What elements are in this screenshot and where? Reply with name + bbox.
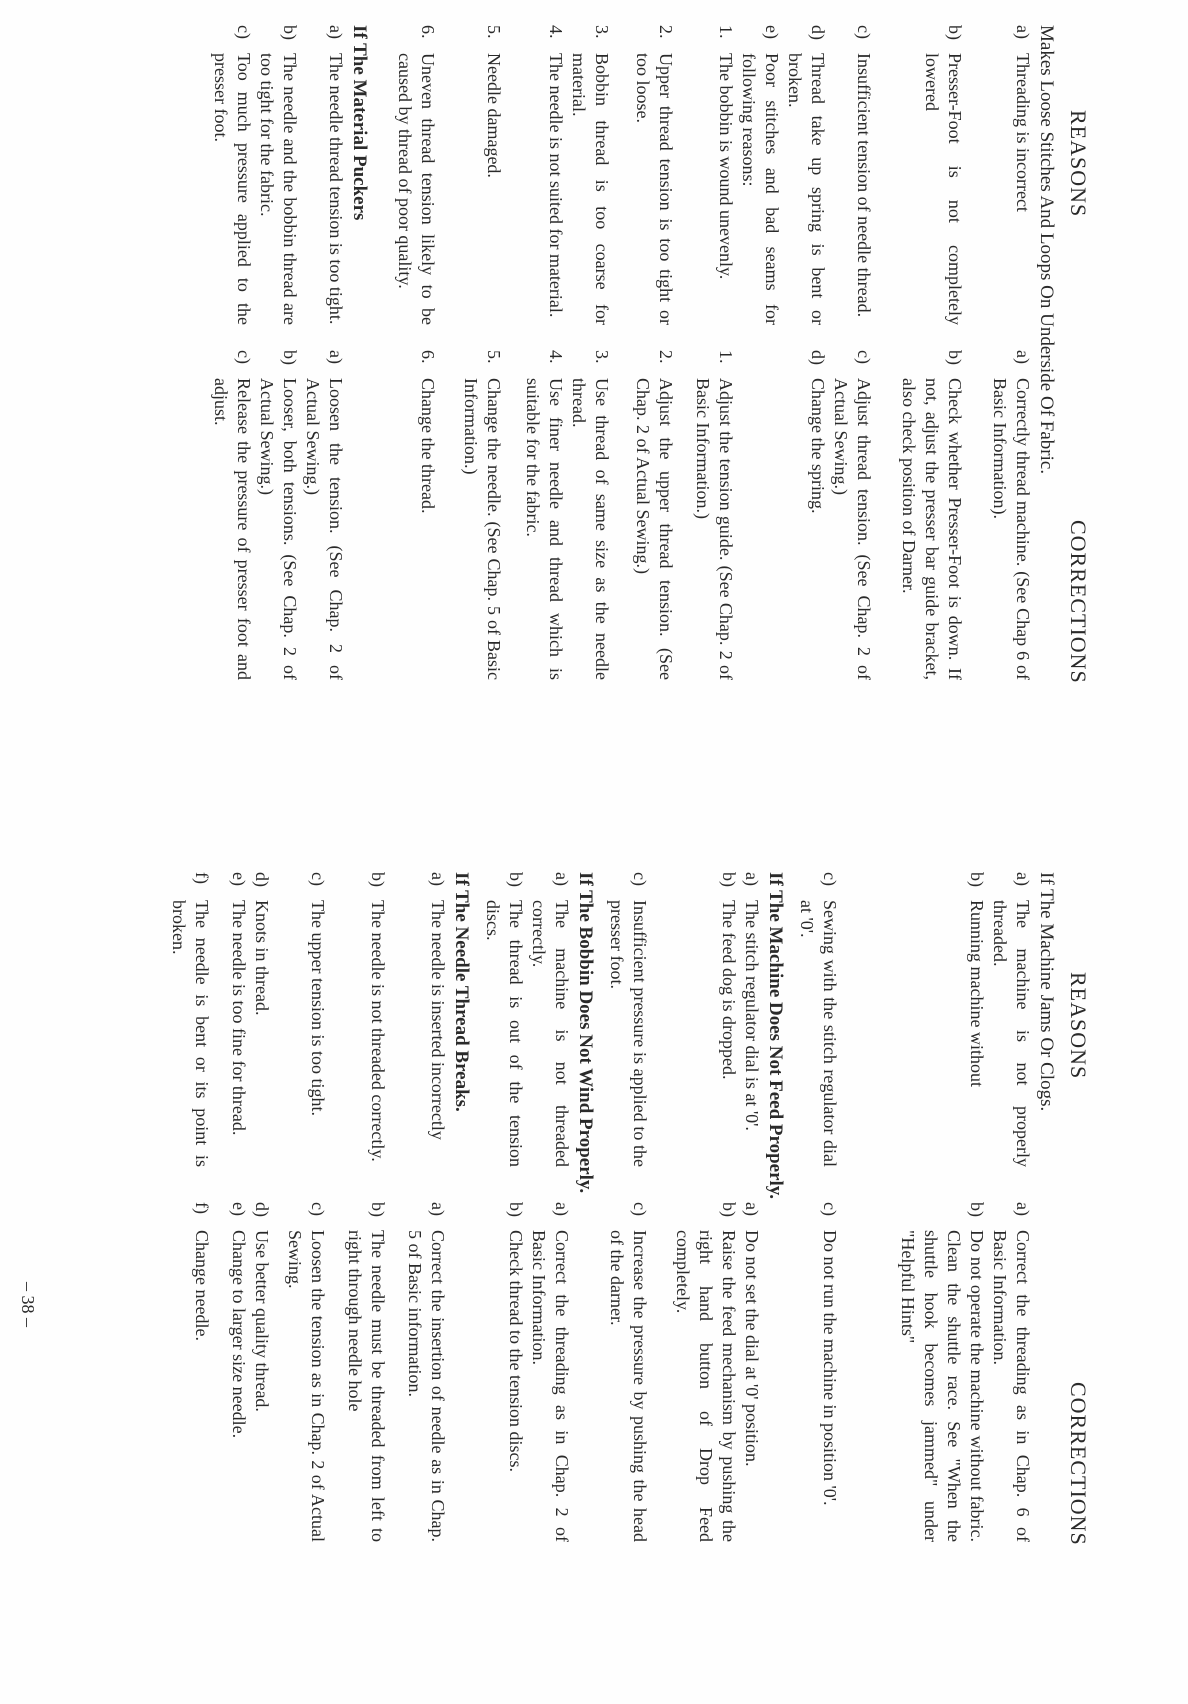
table-row bbox=[988, 872, 1034, 1672]
correction-cell bbox=[897, 350, 966, 680]
reason-cell bbox=[209, 25, 255, 325]
reason-cell bbox=[482, 25, 505, 325]
item-label: a) bbox=[742, 1202, 762, 1216]
item-label: f) bbox=[192, 872, 212, 884]
reason-cell bbox=[426, 872, 449, 1167]
table-row bbox=[343, 872, 389, 1672]
correction-text: Correct the threading as in Chap. 6 of Basic Information. bbox=[990, 1230, 1033, 1542]
section-rows bbox=[605, 872, 763, 1672]
correction-text: Do not set the dial at '0' position. bbox=[742, 1230, 762, 1467]
reason-cell bbox=[227, 872, 250, 1167]
correction-cell bbox=[896, 1202, 988, 1542]
reason-text: The needle thread tension is too tight. bbox=[326, 53, 346, 325]
reason-text: Threading is incorrect bbox=[1013, 53, 1033, 212]
reason-cell bbox=[783, 25, 829, 325]
column-header-corrections: CORRECTIONS bbox=[1066, 520, 1091, 684]
reason-text: Needle damaged. bbox=[484, 53, 504, 178]
table-row bbox=[301, 25, 347, 825]
reason-text: Insufficient pressure is applied to the presser foot. bbox=[607, 900, 650, 1167]
table-row bbox=[631, 25, 677, 825]
correction-cell bbox=[209, 350, 255, 680]
item-label: d) bbox=[252, 872, 272, 887]
section-title: If The Machine Jams Or Clogs. bbox=[1036, 872, 1057, 1112]
item-label: c) bbox=[308, 1202, 328, 1216]
reason-cell bbox=[393, 25, 439, 325]
table-row bbox=[605, 872, 651, 1672]
correction-text: Use better quality thread. bbox=[252, 1230, 272, 1412]
item-label: e) bbox=[229, 872, 249, 886]
reason-text: Sewing with the stitch regulator dial at '0'. bbox=[797, 900, 840, 1167]
correction-cell bbox=[459, 350, 505, 680]
item-label: 1. bbox=[716, 25, 736, 39]
reason-text: The machine is not threaded correctly. bbox=[529, 900, 572, 1167]
correction-cell bbox=[527, 1202, 573, 1542]
reason-text: The needle is not threaded correctly. bbox=[368, 900, 388, 1162]
reason-cell bbox=[965, 872, 988, 1167]
table-row bbox=[829, 25, 875, 825]
item-label: 1. bbox=[716, 350, 736, 364]
reason-cell bbox=[1011, 25, 1034, 325]
correction-text: Change to larger size needle. bbox=[229, 1230, 249, 1439]
table-row bbox=[403, 872, 449, 1672]
reason-text: Uneven thread tension likely to be caused by thread of poor quality. bbox=[395, 53, 438, 325]
table-row bbox=[227, 872, 250, 1672]
item-label: b) bbox=[945, 350, 965, 365]
correction-text: Loosen the tension. (See Chap. 2 of Actual Sewing.) bbox=[303, 378, 346, 680]
reason-text: Too much pressure applied to the presser foot. bbox=[211, 53, 254, 325]
item-label: a) bbox=[742, 872, 762, 886]
table-row bbox=[521, 25, 567, 825]
reason-cell bbox=[544, 25, 567, 325]
item-label: c) bbox=[854, 25, 874, 39]
section-rows bbox=[481, 872, 573, 1672]
correction-text: Check thread to the tension discs. bbox=[506, 1230, 526, 1472]
item-label: c) bbox=[820, 872, 840, 886]
section-rows bbox=[209, 25, 347, 825]
item-label: a) bbox=[552, 1202, 572, 1216]
reason-cell bbox=[737, 25, 783, 325]
troubleshooting-table-right bbox=[167, 872, 1058, 1672]
column-header-reasons: REASONS bbox=[1066, 972, 1091, 1080]
item-label: 3. bbox=[592, 25, 612, 39]
correction-cell bbox=[343, 1202, 389, 1542]
item-label: c) bbox=[234, 25, 254, 39]
correction-text: Change the needle. (See Chap. 5 of Basic Information.) bbox=[461, 378, 504, 680]
correction-cell bbox=[403, 1202, 449, 1542]
item-label: c) bbox=[630, 1202, 650, 1216]
correction-text: Adjust the tension guide. (See Chap. 2 of Basic Information.) bbox=[693, 378, 736, 680]
table-row bbox=[167, 872, 213, 1672]
item-label: a) bbox=[326, 350, 346, 364]
item-label: d) bbox=[808, 350, 828, 365]
item-label: e) bbox=[229, 1202, 249, 1216]
section-rows bbox=[393, 25, 1034, 825]
correction-cell bbox=[691, 350, 737, 680]
reason-cell bbox=[605, 872, 651, 1167]
correction-text: Release the pressure of presser foot and adjust. bbox=[211, 378, 254, 680]
item-label: c) bbox=[308, 872, 328, 886]
item-label: a) bbox=[428, 1202, 448, 1216]
item-label: a) bbox=[1013, 25, 1033, 39]
item-label: c) bbox=[234, 350, 254, 364]
item-label: b) bbox=[506, 1202, 526, 1217]
reason-text: Poor stitches and bad seams for following reasons: bbox=[739, 53, 782, 325]
item-label: c) bbox=[854, 350, 874, 364]
table-row bbox=[527, 872, 573, 1672]
reason-cell bbox=[306, 872, 329, 1167]
correction-cell bbox=[988, 350, 1034, 680]
item-label: 4. bbox=[546, 350, 566, 364]
item-label: e) bbox=[762, 25, 782, 39]
item-label: b) bbox=[945, 25, 965, 40]
correction-text: Correct the threading as in Chap. 2 of Basic Information. bbox=[529, 1230, 572, 1542]
correction-text: Adjust thread tension. (See Chap. 2 of Actual Sewing.) bbox=[831, 378, 874, 680]
reason-cell bbox=[255, 25, 301, 325]
table-row bbox=[459, 25, 505, 825]
reason-text: The needle is not suited for material. bbox=[546, 53, 566, 318]
reason-text: The feed dog is dropped. bbox=[719, 900, 739, 1080]
table-row bbox=[283, 872, 329, 1672]
section-title: If The Machine Does Not Feed Properly. bbox=[765, 872, 786, 1200]
table-row bbox=[896, 872, 988, 1672]
reason-cell bbox=[714, 25, 737, 325]
section-title: If The Bobbin Does Not Wind Properly. bbox=[575, 872, 596, 1194]
table-row bbox=[783, 25, 829, 825]
section-title: If The Material Puckers bbox=[349, 25, 370, 221]
correction-cell bbox=[416, 350, 439, 680]
correction-text: Correct the insertion of needle as in Chap. 5 of Basic information. bbox=[405, 1230, 448, 1542]
correction-cell bbox=[504, 1202, 527, 1542]
item-label: b) bbox=[280, 350, 300, 365]
table-row bbox=[691, 25, 737, 825]
correction-text: Raise the feed mechanism by pushing the right hand button of Drop Feed completely. bbox=[673, 1230, 739, 1542]
item-label: c) bbox=[820, 1202, 840, 1216]
correction-cell bbox=[605, 1202, 651, 1542]
reason-cell bbox=[920, 25, 966, 325]
reason-text: The needle is bent or its point is broken. bbox=[169, 900, 212, 1167]
item-label: 2. bbox=[656, 350, 676, 364]
correction-cell bbox=[250, 1202, 273, 1542]
section-rows bbox=[795, 872, 1034, 1672]
table-row bbox=[897, 25, 966, 825]
reason-text: Knots in thread. bbox=[252, 900, 272, 1016]
item-label: a) bbox=[1013, 350, 1033, 364]
item-label: b) bbox=[967, 1202, 987, 1217]
correction-text: Do not operate the machine without fabric. Clean the shuttle race. See "When the shuttle hook becomes jammed" under "Helpful Hints" bbox=[898, 1230, 987, 1542]
column-header-reasons: REASONS bbox=[1066, 110, 1091, 218]
reason-text: The bobbin is wound unevenly. bbox=[716, 53, 736, 280]
correction-text: Adjust the upper thread tension. (See Chap. 2 of Actual Sewing.) bbox=[633, 378, 676, 680]
correction-text: Use finer needle and thread which is suitable for the fabric. bbox=[523, 378, 566, 680]
reason-cell bbox=[250, 872, 273, 1167]
item-label: 4. bbox=[546, 25, 566, 39]
correction-text: Looser, both tensions. (See Chap. 2 of Actual Sewing.) bbox=[257, 378, 300, 680]
correction-text: Loosen the tension as in Chap. 2 of Actual Sewing. bbox=[285, 1230, 328, 1542]
correction-cell bbox=[631, 350, 677, 680]
correction-text: Correctly thread machine. (See Chap 6 of Basic Information). bbox=[990, 378, 1033, 680]
correction-cell bbox=[567, 350, 613, 680]
item-label: b) bbox=[368, 1202, 388, 1217]
reason-cell bbox=[740, 872, 763, 1167]
correction-text: Increase the pressure by pushing the head of the darner. bbox=[607, 1230, 650, 1542]
reason-cell bbox=[366, 872, 389, 1167]
item-label: 5. bbox=[484, 350, 504, 364]
item-label: a) bbox=[428, 872, 448, 886]
correction-text: Change needle. bbox=[192, 1230, 212, 1341]
correction-text: Do not run the machine in position '0'. bbox=[820, 1230, 840, 1506]
reason-cell bbox=[795, 872, 841, 1167]
item-label: b) bbox=[719, 872, 739, 887]
reason-cell bbox=[167, 872, 213, 1167]
correction-text: Change the spring. bbox=[808, 378, 828, 514]
reason-text: The stitch regulator dial is at '0'. bbox=[742, 900, 762, 1131]
correction-cell bbox=[301, 350, 347, 680]
reason-cell bbox=[717, 872, 740, 1167]
item-label: c) bbox=[630, 872, 650, 886]
reason-text: The needle is inserted incorrectly bbox=[428, 900, 448, 1140]
reason-text: Insufficient tension of needle thread. bbox=[854, 53, 874, 318]
correction-cell bbox=[988, 1202, 1034, 1542]
correction-cell bbox=[255, 350, 301, 680]
correction-cell bbox=[190, 1202, 213, 1542]
table-row bbox=[250, 872, 273, 1672]
reason-text: The thread is out of the tension discs. bbox=[483, 900, 526, 1167]
reason-text: Running machine without bbox=[967, 900, 987, 1087]
reason-text: Bobbin thread is too coarse for material. bbox=[569, 53, 612, 325]
reason-cell bbox=[481, 872, 527, 1167]
reason-text: Upper thread tension is too tight or too loose. bbox=[633, 53, 676, 325]
item-label: 2. bbox=[656, 25, 676, 39]
item-label: a) bbox=[552, 872, 572, 886]
table-row bbox=[737, 25, 783, 825]
table-row bbox=[209, 25, 255, 825]
item-label: b) bbox=[280, 25, 300, 40]
item-label: b) bbox=[967, 872, 987, 887]
reason-text: Thread take up spring is bent or broken. bbox=[785, 53, 828, 325]
correction-cell bbox=[740, 1202, 763, 1542]
left-page bbox=[0, 25, 1188, 855]
correction-text: Change the thread. bbox=[418, 378, 438, 514]
table-row bbox=[255, 25, 301, 825]
table-row bbox=[740, 872, 763, 1672]
table-row bbox=[795, 872, 841, 1672]
right-page bbox=[0, 872, 1188, 1702]
table-row bbox=[481, 872, 527, 1672]
item-label: 5. bbox=[484, 25, 504, 39]
reason-cell bbox=[988, 872, 1034, 1167]
section-rows bbox=[167, 872, 449, 1672]
item-label: 6. bbox=[418, 25, 438, 39]
item-label: a) bbox=[1013, 1202, 1033, 1216]
item-label: d) bbox=[808, 25, 828, 40]
section-title: Makes Loose Stitches And Loops On Underside Of Fabric. bbox=[1036, 25, 1057, 475]
table-row bbox=[988, 25, 1034, 825]
reason-cell bbox=[567, 25, 613, 325]
reason-text: Presser-Foot is not completely lowered bbox=[922, 53, 965, 325]
reason-cell bbox=[631, 25, 677, 325]
reason-cell bbox=[852, 25, 875, 325]
troubleshooting-table-left bbox=[209, 25, 1058, 825]
reason-cell bbox=[324, 25, 347, 325]
correction-text: Use thread of same size as the needle thread. bbox=[569, 378, 612, 680]
correction-text: The needle must be threaded from left to right through needle hole bbox=[345, 1230, 388, 1542]
item-label: a) bbox=[1013, 872, 1033, 886]
item-label: f) bbox=[192, 1202, 212, 1214]
item-label: b) bbox=[368, 872, 388, 887]
reason-text: The needle is too fine for thread. bbox=[229, 900, 249, 1136]
table-row bbox=[393, 25, 439, 825]
table-row bbox=[671, 872, 740, 1672]
correction-cell bbox=[806, 350, 829, 680]
reason-text: The upper tension is too tight. bbox=[308, 900, 328, 1116]
correction-text: Check whether Presser-Foot is down. If not, adjust the presser bar guide bracket, also check position of Darner. bbox=[899, 378, 965, 680]
reason-text: The needle and the bobbin thread are too tight for the fabric. bbox=[257, 53, 300, 325]
correction-cell bbox=[521, 350, 567, 680]
section-title: If The Needle Thread Breaks. bbox=[451, 872, 472, 1112]
correction-cell bbox=[829, 350, 875, 680]
reason-text: The machine is not properly threaded. bbox=[990, 900, 1033, 1167]
correction-cell bbox=[227, 1202, 250, 1542]
correction-cell bbox=[671, 1202, 740, 1542]
column-header-corrections: CORRECTIONS bbox=[1066, 1382, 1091, 1546]
correction-cell bbox=[818, 1202, 841, 1542]
item-label: 3. bbox=[592, 350, 612, 364]
item-label: 6. bbox=[418, 350, 438, 364]
table-row bbox=[567, 25, 613, 825]
item-label: a) bbox=[326, 25, 346, 39]
item-label: d) bbox=[252, 1202, 272, 1217]
page-number: – 38 – bbox=[18, 1282, 38, 1327]
reason-cell bbox=[527, 872, 573, 1167]
item-label: b) bbox=[719, 1202, 739, 1217]
item-label: b) bbox=[506, 872, 526, 887]
correction-cell bbox=[283, 1202, 329, 1542]
